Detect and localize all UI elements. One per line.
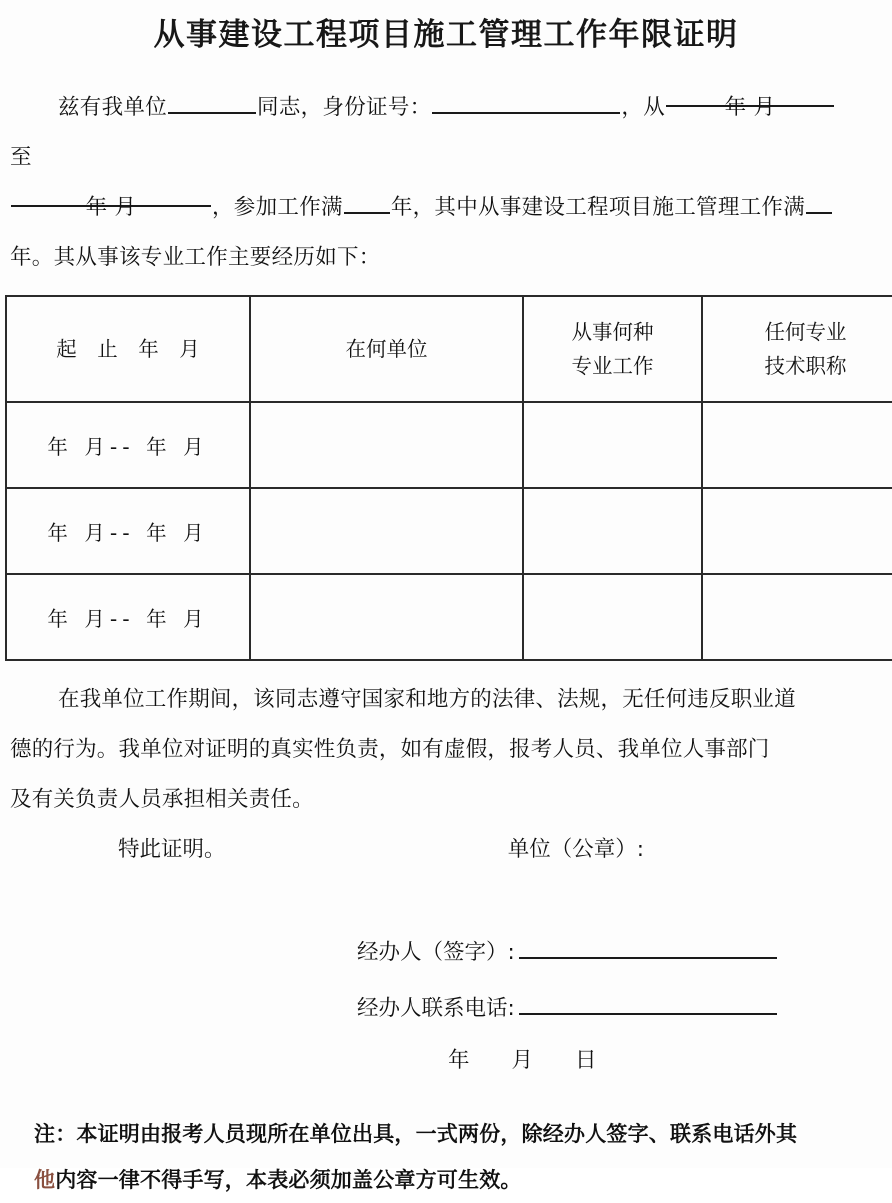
note-line-2 (34, 1157, 878, 1203)
intro-paragraph (0, 83, 892, 283)
intro-label-worked: ，参加工作满 (212, 194, 343, 220)
column-header-period-label: 起 止 年 月 (56, 336, 207, 361)
cell-work[interactable] (523, 574, 702, 660)
signature-block (0, 925, 892, 1085)
table-header (6, 296, 892, 402)
table-row (6, 402, 892, 488)
cell-period[interactable]: 年 月-- 年 月 (6, 574, 250, 660)
intro-line-4: 年。其从事该专业工作主要经历如下： (10, 244, 381, 270)
intro-label-from: ，从 (621, 94, 666, 120)
intro-label-unit: 兹有我单位 (58, 94, 168, 120)
date-day-label: 日 (575, 1047, 597, 1073)
table-header-row (6, 296, 892, 402)
column-header-work-line2: 专业工作 (571, 353, 654, 378)
mgmt-years-blank[interactable] (806, 189, 832, 214)
statement-line-3: 及有关负责人员承担相关责任。 (10, 786, 314, 812)
cell-tech-title[interactable] (702, 402, 892, 488)
column-header-period (6, 296, 250, 402)
employer-name-blank[interactable] (168, 89, 256, 114)
start-date-label: 年 月 (724, 94, 776, 120)
column-header-unit: 在何单位 (250, 296, 523, 402)
cell-work[interactable] (523, 402, 702, 488)
statement-line-2: 德的行为。我单位对证明的真实性负责，如有虚假，报考人员、我单位人事部门 (10, 736, 770, 762)
experience-table (5, 295, 892, 661)
total-years-blank[interactable] (344, 189, 390, 214)
intro-line-2 (10, 133, 880, 183)
page-title: 从事建设工程项目施工管理工作年限证明 (153, 17, 739, 53)
cell-unit[interactable] (250, 402, 523, 488)
cell-unit[interactable] (250, 574, 523, 660)
handler-phone-row (0, 981, 892, 1037)
table-body (6, 402, 892, 660)
statement-paragraph (0, 675, 892, 825)
note-line-2-rest: 内容一律不得手写，本表必须加盖公章方可生效。 (55, 1167, 522, 1192)
statement-line-1: 在我单位工作期间，该同志遵守国家和地方的法律、法规，无任何违反职业道 (58, 686, 796, 712)
cell-work[interactable] (523, 488, 702, 574)
table-row (6, 488, 892, 574)
intro-label-id: 同志，身份证号： (257, 94, 432, 120)
handler-phone-label: 经办人联系电话: (357, 995, 515, 1021)
column-header-work (523, 296, 702, 402)
cell-period[interactable]: 年 月-- 年 月 (6, 402, 250, 488)
note-line-1: 注：本证明由报考人员现所在单位出具，一式两份，除经办人签字、联系电话外其 (34, 1121, 798, 1146)
cell-period[interactable]: 年 月-- 年 月 (6, 488, 250, 574)
column-header-work-line1: 从事何种 (571, 319, 654, 344)
date-row[interactable] (0, 1037, 892, 1085)
certify-seal-row (0, 825, 892, 875)
cell-tech-title[interactable] (702, 574, 892, 660)
intro-line-1 (10, 83, 880, 133)
cell-unit[interactable] (250, 488, 523, 574)
handler-signature-blank[interactable] (519, 934, 777, 959)
column-header-tech-title-line2: 技术职称 (764, 353, 847, 378)
note-tinted-char: 他 (34, 1167, 56, 1192)
handler-signature-label: 经办人（签字）: (357, 939, 515, 965)
end-date-blank[interactable] (11, 183, 211, 220)
handler-phone-blank[interactable] (519, 990, 777, 1015)
column-header-tech-title-line1: 任何专业 (764, 319, 847, 344)
footer-note (0, 1099, 892, 1203)
id-number-blank[interactable] (432, 89, 620, 114)
table-row (6, 574, 892, 660)
date-year-label: 年 (448, 1047, 470, 1073)
certify-text: 特此证明。 (118, 836, 226, 862)
date-month-label: 月 (511, 1047, 534, 1073)
start-date-blank[interactable] (666, 83, 834, 120)
intro-label-to: 至 (10, 144, 32, 170)
intro-label-mgmt: 年，其中从事建设工程项目施工管理工作满 (390, 194, 806, 220)
official-seal-label: 单位（公章）: (507, 836, 644, 862)
column-header-tech-title (702, 296, 892, 402)
handler-signature-row (0, 925, 892, 981)
end-date-label: 年 月 (85, 194, 137, 220)
cell-tech-title[interactable] (702, 488, 892, 574)
intro-line-3 (10, 183, 880, 233)
